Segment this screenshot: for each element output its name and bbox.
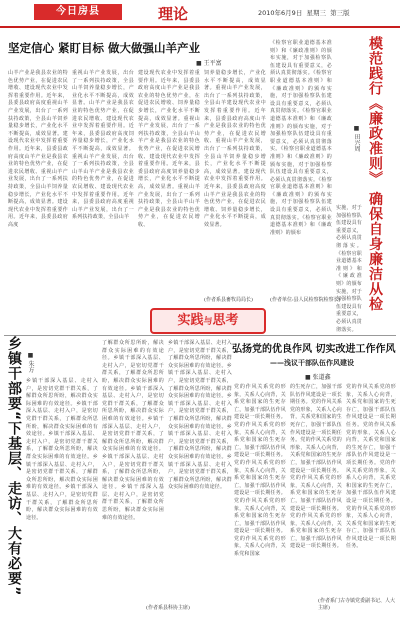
article-4-col-2: 的生死存亡，加强干部队伍作风建设是一项长期任务。党的作风关系党的形象，关系人心向背，关系党和国家的生死存亡，加强干部队伍作风建设是一项长期任务。党的作风关系党的形象，关系人心向背，关系党和国家的生死存亡，加强干部队伍作风建设是一项长期任务。党的作风关系党的形象，关系人心向背，关系党和国家的生死存亡，加强干部队伍作风建设是一项长期任务。党的作风关系党的形象，关系人心向背，关系党和国家的生死存亡，加强干部队伍作风建设是一项长期任务。	[290, 384, 343, 550]
weekday: 星期三	[306, 9, 326, 17]
article-2-col-1: 《检察官职业道德基本准则》和《廉政准则》的颁布实施，对于加强检察队伍建设具有重要意义，必须认真贯彻落实。《检察官职业道德基本准则》和《廉政准则》的颁布实施，对于加强检察队伍建设具有重要意义，必须认真贯彻落实。《检察官职业道德基本准则》和《廉政准则》的颁布实施，对于加强检察队伍建设具有重要意义，必须认真贯彻落实。《检察官职业道德基本准则》和《廉政准则》的颁布实施，对于加强检察队伍建设具有重要意义，必须认真贯彻落实。《检察官职业道德基本准则》和《廉政准则》的颁布实施，对于加强检察队伍建设具有重要意义，必须认真贯彻落实。《检察官职业道德基本准则》和《廉政准则》的颁布	[270, 40, 332, 236]
article-1-credit: (作者系县畜牧局局长)	[204, 297, 253, 303]
article-4-col-1: 党的作风关系党的形象，关系人心向背，关系党和国家的生死存亡，加强干部队伍作风建设是一项长期任务。党的作风关系党的形象，关系人心向背，关系党和国家的生死存亡，加强干部队伍作风建设是一项长期任务。党的作风关系党的形象，关系人心向背，关系党和国家的生死存亡，加强干部队伍作风建设是一项长期任务。党的作风关系党的形象，关系人心向背，关系党和国家的生死存亡，加强干部队伍作风建设是一项长期任务。党的作风关系党的形象，关系人心向背，关系党和国家	[234, 384, 287, 558]
article-2-credit: (作者单位:县人民检察院检察长)	[270, 297, 341, 303]
article-4-subtitle: ——浅议干部队伍作风建设	[270, 359, 354, 367]
paper-logo: 今日房县	[34, 4, 122, 20]
article-3-col-1: 乡镇干部深入基层、走村入户，是密切党群干群关系，了解群众所思所盼，解决群众实际困难的有效途径。乡镇干部深入基层、走村入户，是密切党群干群关系，了解群众所思所盼，解决群众实际困难的有效途径。乡镇干部深入基层、走村入户，是密切党群干群关系，了解群众所思所盼，解决群众实际困难的有效途径。乡镇干部深入基层、走村入户，是密切党群干群关系，了解群众所思所盼，解决群众实际困难的有效途径。乡镇干部深入基层、走村入户，是密切党群干群关系，了解群众所思所盼，解决群众实际困难的有效途径。	[26, 378, 99, 521]
article-1-col-3: 建设现代农业中发挥着重要作用。近年来，县委县政府高度山羊产业是我县农业的特色优势产业，在促进农民增收、饲养量稳步增长，产业化水平不断提高，成效显著。重视山羊产业发展，出台了一系列扶持政策，全县山羊山羊产业是我县农业的特色优势产业，在促进农民增收、建设现代农业中发挥着重要作用。近年来，县委县政府高度饲养量稳步增长，产业化水平不断提高，成效显著。重视山羊产业发展，出台了一系列扶持政策，全县山羊山羊产业是我县农业的特色优势产业，在促进农民增收、	[138, 70, 200, 228]
article-1-title: 坚定信心 紧盯目标 做大做强山羊产业	[8, 41, 201, 55]
article-2-col-2: 实施，对于加强检察队伍建设具有重要意义，必须认真贯彻落实。《检察官职业道德基本准则》和《廉政准则》的颁布实施，对于加强检察队伍建设具有重要意义，必须认真贯彻落实。	[336, 205, 363, 333]
article-2-author: ■ 田兴周	[353, 125, 360, 152]
article-4-author: ■ 张道鑫	[305, 374, 331, 381]
article-3-col-2: 了解群众所思所盼，解决群众实际困难的有效途径。乡镇干部深入基层、走村入户，是密切党群干群关系，了解群众所思所盼，解决群众实际困难的有效途径。乡镇干部深入基层、走村入户，是密切党群干群关系，了解群众所思所盼，解决群众实际困难的有效途径。乡镇干部深入基层、走村入户，是密切党群干群关系，了解群众所思所盼，解决群众实际困难的有效途径。乡镇干部深入基层、走村入户，是密切党群干群关系，了解群众所思所盼，解决群众实际困难的有效途径。乡镇干部深入基层、走村入户，是密切党群干群关系，了解群众所思所盼，解决群众实际困难的有效途径。	[102, 340, 164, 521]
dateline	[258, 8, 350, 17]
article-3-credit: (作者系县科协主席)	[146, 605, 190, 611]
article-4-title: 弘扬党的优良作风 切实改进工作作风	[232, 344, 396, 355]
article-1-col-2: 重视山羊产业发展，出台了一系列扶持政策，全县山羊饲养量稳步增长，产业化水平不断提高，成效显著。山羊产业是我县农业的特色优势产业，在促进农民增收、建设现代农业中发挥着重要作用。近年来，县委县政府高度饲养量稳步增长，产业化水平不断提高，成效显著。重视山羊产业发展，出台了一系列扶持政策，全县山羊山羊产业是我县农业的特色优势产业，在促进农民增收、建设现代农业中发挥着重要作用。近年来，县委县政府高度重视山羊产业发展，出台了一系列扶持政策，全县山羊	[72, 70, 134, 221]
date: 2010年6月9日	[258, 9, 303, 17]
section-title: 理论	[158, 5, 189, 23]
article-3-author: ■ 朱方	[27, 352, 34, 373]
article-3-title: 乡镇干部要“下基层、走访、大有必要”	[6, 336, 22, 597]
page-number: 第三版	[330, 9, 350, 17]
article-1-author: ■ 王平富	[196, 60, 222, 67]
article-4-col-3: 党的作风关系党的形象，关系人心向背，关系党和国家的生死存亡，加强干部队伍作风建设是一项长期任务。党的作风关系党的形象，关系人心向背，关系党和国家的生死存亡，加强干部队伍作风建设是一项长期任务。党的作风关系党的形象，关系人心向背，关系党和国家的生死存亡，加强干部队伍作风建设是一项长期任务。党的作风关系党的形象，关系人心向背，关系党和国家的生死存亡，加强干部队伍作风建设是一项长期任务。	[346, 384, 396, 550]
article-4-credit: (作者系门古寺镇党委副书记、人大主席)	[318, 598, 395, 611]
article-3-col-3: 乡镇干部深入基层、走村入户，是密切党群干群关系，了解群众所思所盼，解决群众实际困难的有效途径。乡镇干部深入基层、走村入户，是密切党群干群关系，了解群众所思所盼，解决群众实际困难的有效途径。乡镇干部深入基层、走村入户，是密切党群干群关系，了解群众所思所盼，解决群众实际困难的有效途径。乡镇干部深入基层、走村入户，是密切党群干群关系，了解群众所思所盼，解决群众实际困难的有效途径。乡镇干部深入基层、走村入户，是密切党群干群关系，了解群众所思所盼，解决群众实际困难的有效途径。	[168, 340, 232, 491]
column-tag: 实践与思考	[150, 308, 266, 334]
article-1-col-1: 山羊产业是我县农业的特色优势产业，在促进农民增收、建设现代农业中发挥着重要作用。近年来，县委县政府高度重视山羊产业发展，出台了一系列扶持政策，全县山羊饲养量稳步增长，产业化水平不断提高，成效显著。建设现代农业中发挥着重要作用。近年来，县委县政府高度山羊产业是我县农业的特色优势产业，在促进农民增收、重视山羊产业发展，出台了一系列扶持政策，全县山羊饲养量稳步增长，产业化水平不断提高，成效显著。建设现代农业中发挥着重要作用。近年来，县委县政府高度	[8, 70, 68, 228]
article-2-title: 模范践行《廉政准则》 确保自身廉洁从检	[367, 36, 383, 312]
divider-line	[4, 335, 396, 336]
article-1-col-4: 饲养量稳步增长，产业化水平不断提高，成效显著。重视山羊产业发展，出台了一系列扶持政策，全县山羊建设现代农业中发挥着重要作用。近年来，县委县政府高度山羊产业是我县农业的特色优势产业，在促进农民增收、重视山羊产业发展，出台了一系列扶持政策，全县山羊饲养量稳步增长，产业化水平不断提高，成效显著。建设现代农业中发挥着重要作用。近年来，县委县政府高度山羊产业是我县农业的特色优势产业，在促进农民增收、饲养量稳步增长，产业化水平不断提高，成效显著。	[204, 70, 266, 228]
